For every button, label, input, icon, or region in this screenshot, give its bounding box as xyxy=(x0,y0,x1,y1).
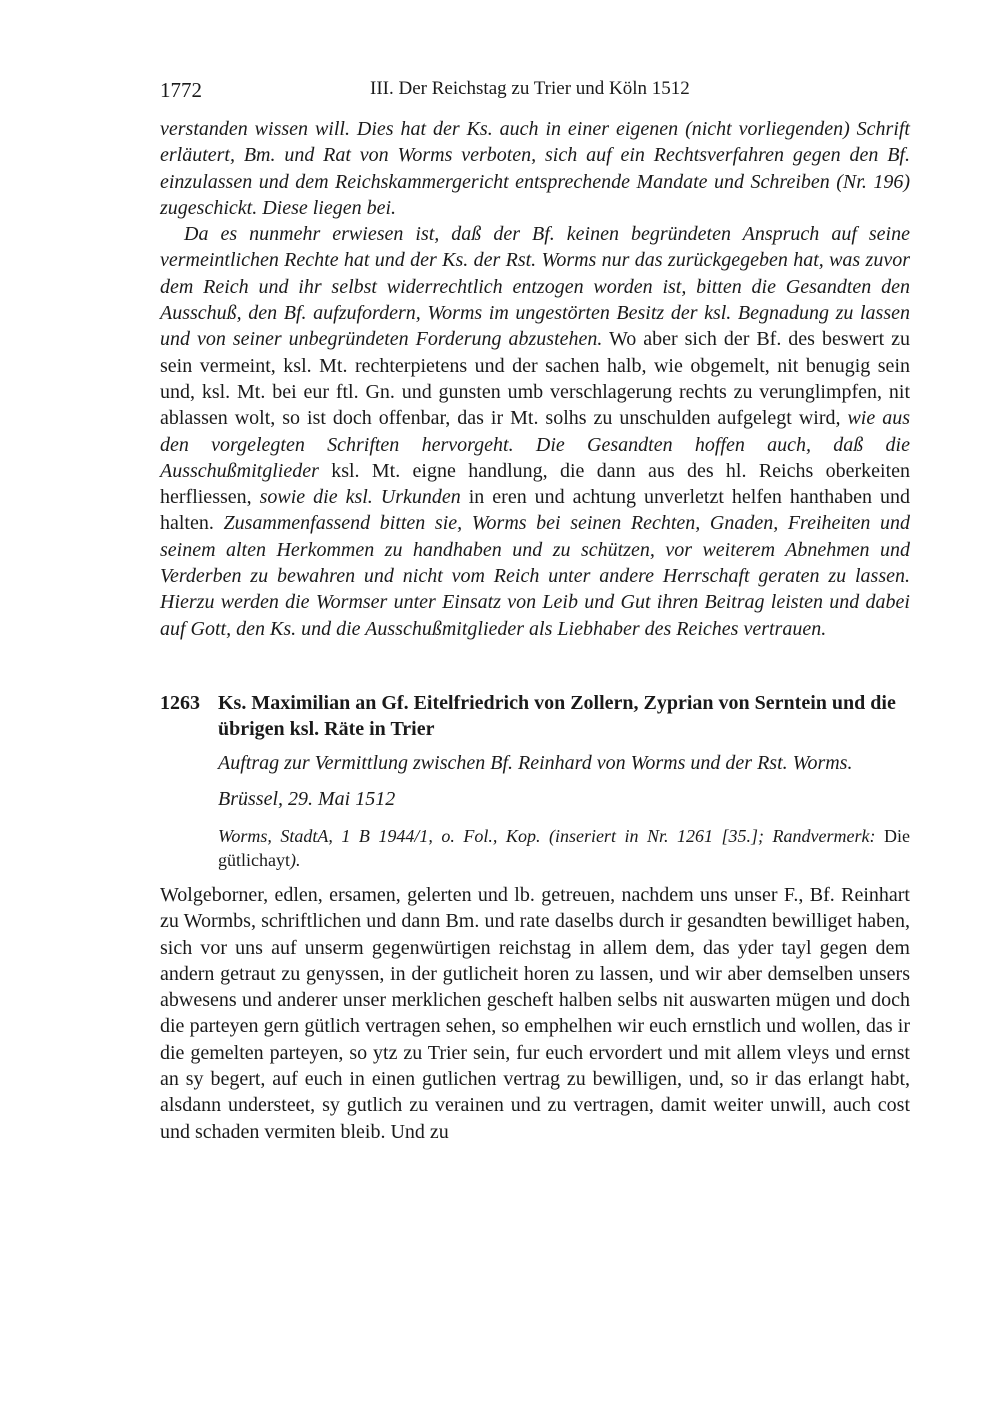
document-title: Ks. Maximilian an Gf. Eitelfriedrich von Zollern, Zyprian von Serntein und die übrigen ksl. Räte in Trier xyxy=(218,691,896,740)
source-end: ). xyxy=(289,849,301,870)
italic-summary: Da es nunmehr erwiesen ist, daß der Bf. keinen begründeten Anspruch auf seine vermeintlichen Rechte hat und der Ks. der Rst. Worms nur das zurückgegeben hat, was zuvor dem Reich und ihr selbst widerrechtlich entzogen worden ist, bitten die Gesandten den Ausschuß, den Bf. aufzufordern, Worms im ungestörten Besitz der ksl. Begnadung zu lassen und von seiner unbegründeten Forderung abzustehen. xyxy=(160,223,910,351)
quoted-text: Wo aber sich der Bf. des beswert zu sein vermeint, ksl. Mt. rechterpietens und der sachen halb, wie obgemelt, nit benugig sein und, ksl. Mt. bei eur ftl. Gn. und gunsten umb verschlagerung rechts zu verunglimpfen, nit ablassen wolt, so ist doch offenbar, das ir Mt. solhs zu unschulden aufgelegt wird xyxy=(160,328,910,430)
paragraph-1 xyxy=(160,116,910,221)
paragraph-2 xyxy=(160,221,910,642)
regest: Auftrag zur Vermittlung zwischen Bf. Reinhard von Worms und der Rst. Worms. xyxy=(218,751,853,774)
document-number: 1263 xyxy=(160,691,200,714)
source-citation: Worms, StadtA, 1 B 1944/1, o. Fol., Kop. (inseriert in Nr. 1261 [35.]; Randvermerk: xyxy=(218,825,884,846)
place-date: Brüssel, 29. Mai 1512 xyxy=(218,787,396,810)
page-number: 1772 xyxy=(160,78,202,102)
page-header xyxy=(160,78,910,110)
page xyxy=(160,78,910,1145)
marginal-note: Die gütlichayt xyxy=(218,825,910,870)
continuation-text xyxy=(160,116,910,642)
quoted-text: in eren und achtung unverletzt helfen hanthaben und halten. xyxy=(160,486,911,535)
italic-summary: Zusammenfassend bitten sie, Worms bei seinen Rechten, Gnaden, Freiheiten und seinem alten Herkommen zu handhaben und zu schützen, vor weiterem Abnehmen und Verderben zu bewahren und nicht vom Reich unter andere Herrschaft geraten zu lassen. Hierzu werden die Wormser unter Einsatz von Leib und Gut ihren Beitrag leisten und dabei auf Gott, den Ks. und die Ausschußmitglieder als Liebhaber des Reiches vertrauen. xyxy=(160,512,911,640)
italic-summary: sowie die ksl. Urkunden xyxy=(259,486,461,509)
italic-summary: , wie aus den vorgelegten Schriften hervorgeht. Die Gesandten hoffen auch, daß die Ausschußmitglieder xyxy=(160,407,910,482)
source-note xyxy=(218,824,910,872)
document-metadata xyxy=(218,750,910,872)
document-text xyxy=(160,882,910,1145)
running-head: III. Der Reichstag zu Trier und Köln 1512 xyxy=(370,78,690,99)
document-heading xyxy=(160,690,910,742)
document-body: Wolgeborner, edlen, ersamen, gelerten und lb. getreuen, nachdem uns unser F., Bf. Reinhart zu Wormbs, schriftlichen und dann Bm. und rate daselbs durch ir gesandten bewilliget haben, sich vor uns auf unserm gegenwürtigen reichstag in allem dem, das yder tayl gegen dem andern getraut zu genyssen, in der gutlicheit horen zu lassen, und wir aber demselben unsers abwesens und anderer unser merklichen gescheft halben selbs nit auswarten mügen und doch die parteyen gern gütlich vertragen sehen, so emphelhen wir euch ernstlich und wollen, das ir die gemelten parteyen, so ytz zu Trier sein, fur euch ervordert und mit allem vleys und ernst an sy begert, auf euch in einen gutlichen vertrag zu bewilligen, und, so ir das erlangt habt, alsdann understeet, sy gutlich zu verainen und zu vertragen, damit weiter unwill, auch cost und schaden vermiten bleib. Und zu xyxy=(160,883,910,1143)
italic-summary: verstanden wissen will. Dies hat der Ks. auch in einer eigenen (nicht vorliegenden) Schrift erläutert, Bm. und Rat von Worms verboten, sich auf ein Rechtsverfahren gegen den Bf. einzulassen und dem Reichskammergericht entsprechende Mandate und Schreiben (Nr. 196) zugeschickt. Diese liegen bei. xyxy=(160,118,910,219)
quoted-text: ksl. Mt. eigne handlung, die dann aus des hl. Reichs oberkeiten herfliessen, xyxy=(160,459,910,509)
